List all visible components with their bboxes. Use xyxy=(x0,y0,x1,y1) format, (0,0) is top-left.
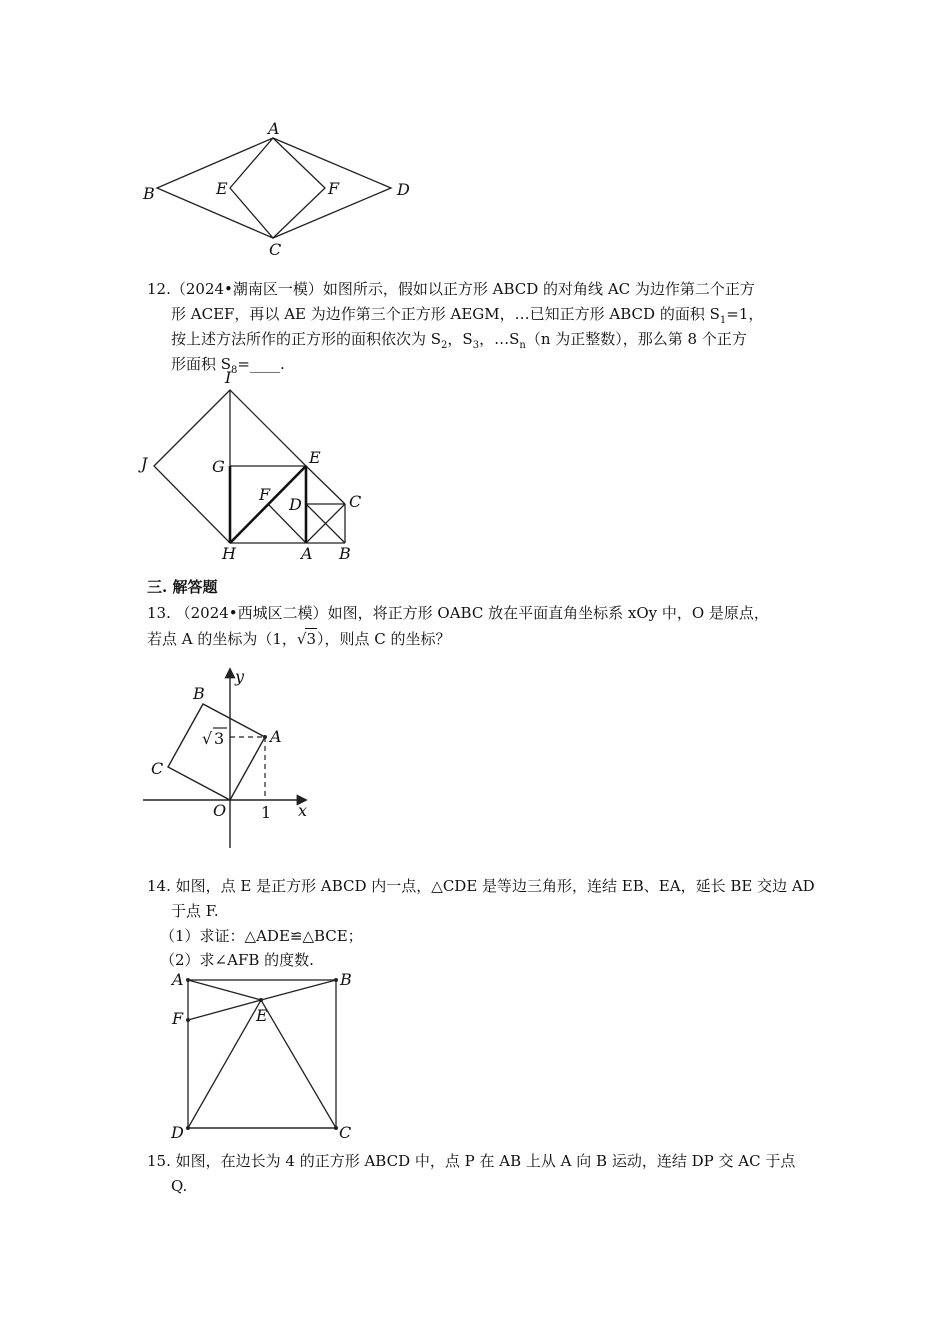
q14-text-3: （1）求证：△ADE≌△BCE； xyxy=(160,927,363,945)
figure-rhombus xyxy=(135,118,420,258)
label-D: D xyxy=(397,180,410,199)
label-G: G xyxy=(212,457,225,476)
label-C: C xyxy=(349,492,362,511)
q13-text-1: 13. （2024•西城区二模）如图，将正方形 OABC 放在平面直角坐标系 xOy 中，O 是原点， xyxy=(147,604,769,622)
figure-square-triangle xyxy=(160,968,360,1144)
rhombus-abcd xyxy=(157,138,391,238)
label-x: x xyxy=(298,801,308,820)
sub-n: n xyxy=(519,340,526,351)
label-B: B xyxy=(340,970,352,989)
q12-text-3b: ，S xyxy=(447,330,473,348)
figure-coordinate-square xyxy=(135,662,320,852)
sub-8: 8 xyxy=(231,365,238,376)
q15-line2 xyxy=(171,1176,187,1196)
q14-text-4: （2）求∠AFB 的度数. xyxy=(160,951,314,969)
label-E: E xyxy=(216,179,228,198)
q12-text-1: （2024•潮南区一模）如图所示，假如以正方形 ABCD 的对角线 AC 为边作第二个正方 xyxy=(170,280,755,298)
label-B: B xyxy=(193,684,205,703)
label-sqrt-sign: √ xyxy=(202,729,213,748)
q14-line2 xyxy=(171,901,219,921)
label-C: C xyxy=(339,1123,352,1142)
q12-text-3d: （n 为正整数），那么第 8 个正方 xyxy=(525,330,747,348)
label-H: H xyxy=(222,544,236,560)
label-A: A xyxy=(268,119,280,138)
label-C: C xyxy=(151,759,164,778)
q13-line2: 若点 A 的坐标为（1，√3），则点 C 的坐标？ xyxy=(147,630,451,648)
sqrt-value: 3 xyxy=(306,630,317,648)
label-I: I xyxy=(225,368,232,387)
label-F: F xyxy=(259,485,271,504)
label-D: D xyxy=(289,495,302,514)
sub-3: 3 xyxy=(472,340,480,351)
q12-number: 12. xyxy=(147,280,171,298)
label-A: A xyxy=(172,970,184,989)
label-B: B xyxy=(143,184,155,203)
q12-text-4a: 形面积 S xyxy=(171,355,232,373)
q14-text-2: 于点 F. xyxy=(171,902,219,920)
q12-line2 xyxy=(171,304,763,324)
q14-text-1: 14. 如图，点 E 是正方形 ABCD 内一点，△CDE 是等边三角形，连结 EB、EA，延长 BE 交边 AD xyxy=(147,877,815,895)
q12-text-4b: =____. xyxy=(237,355,285,373)
q12-text-3a: 按上述方法所作的正方形的面积依次为 S xyxy=(171,330,442,348)
q13-text-2b: ），则点 C 的坐标？ xyxy=(317,630,451,648)
q15-text-2: Q. xyxy=(171,1177,188,1195)
label-A: A xyxy=(270,727,282,746)
q12-text-2: 形 ACEF，再以 AE 为边作第三个正方形 AEGM，…已知正方形 ABCD 的面积 S xyxy=(171,305,720,323)
q14-line3 xyxy=(160,926,363,946)
label-B: B xyxy=(339,544,351,560)
section-heading xyxy=(147,577,217,597)
label-F: F xyxy=(172,1009,184,1028)
label-F: F xyxy=(328,179,340,198)
q14-line4 xyxy=(160,950,314,970)
q12-line3 xyxy=(171,329,747,349)
q13-line1 xyxy=(147,603,769,623)
q12-line1 xyxy=(147,279,755,299)
square-oabc xyxy=(168,704,265,800)
sub-2: 2 xyxy=(441,340,448,351)
label-sqrt3: 3 xyxy=(214,729,225,748)
label-J: J xyxy=(141,454,148,473)
q12-text-3c: ，…S xyxy=(479,330,520,348)
q14-line1 xyxy=(147,876,815,896)
q13-text-2a: 若点 A 的坐标为（1， xyxy=(147,630,297,648)
figure-nested-squares xyxy=(135,366,375,560)
label-O: O xyxy=(213,801,227,820)
label-C: C xyxy=(269,240,282,258)
label-y: y xyxy=(235,667,245,686)
label-D: D xyxy=(171,1123,184,1142)
square-aecf xyxy=(230,138,325,238)
sub-1: 1 xyxy=(719,315,727,326)
label-E: E xyxy=(256,1006,268,1025)
q15-line1 xyxy=(147,1151,795,1171)
q12-text-2b: =1， xyxy=(726,305,764,323)
label-1: 1 xyxy=(261,803,272,822)
section-title: 三. 解答题 xyxy=(147,578,218,596)
label-E: E xyxy=(309,448,321,467)
q15-text-1: 15. 如图，在边长为 4 的正方形 ABCD 中，点 P 在 AB 上从 A 向 B 运动，连结 DP 交 AC 于点 xyxy=(147,1152,796,1170)
label-A: A xyxy=(301,544,313,560)
